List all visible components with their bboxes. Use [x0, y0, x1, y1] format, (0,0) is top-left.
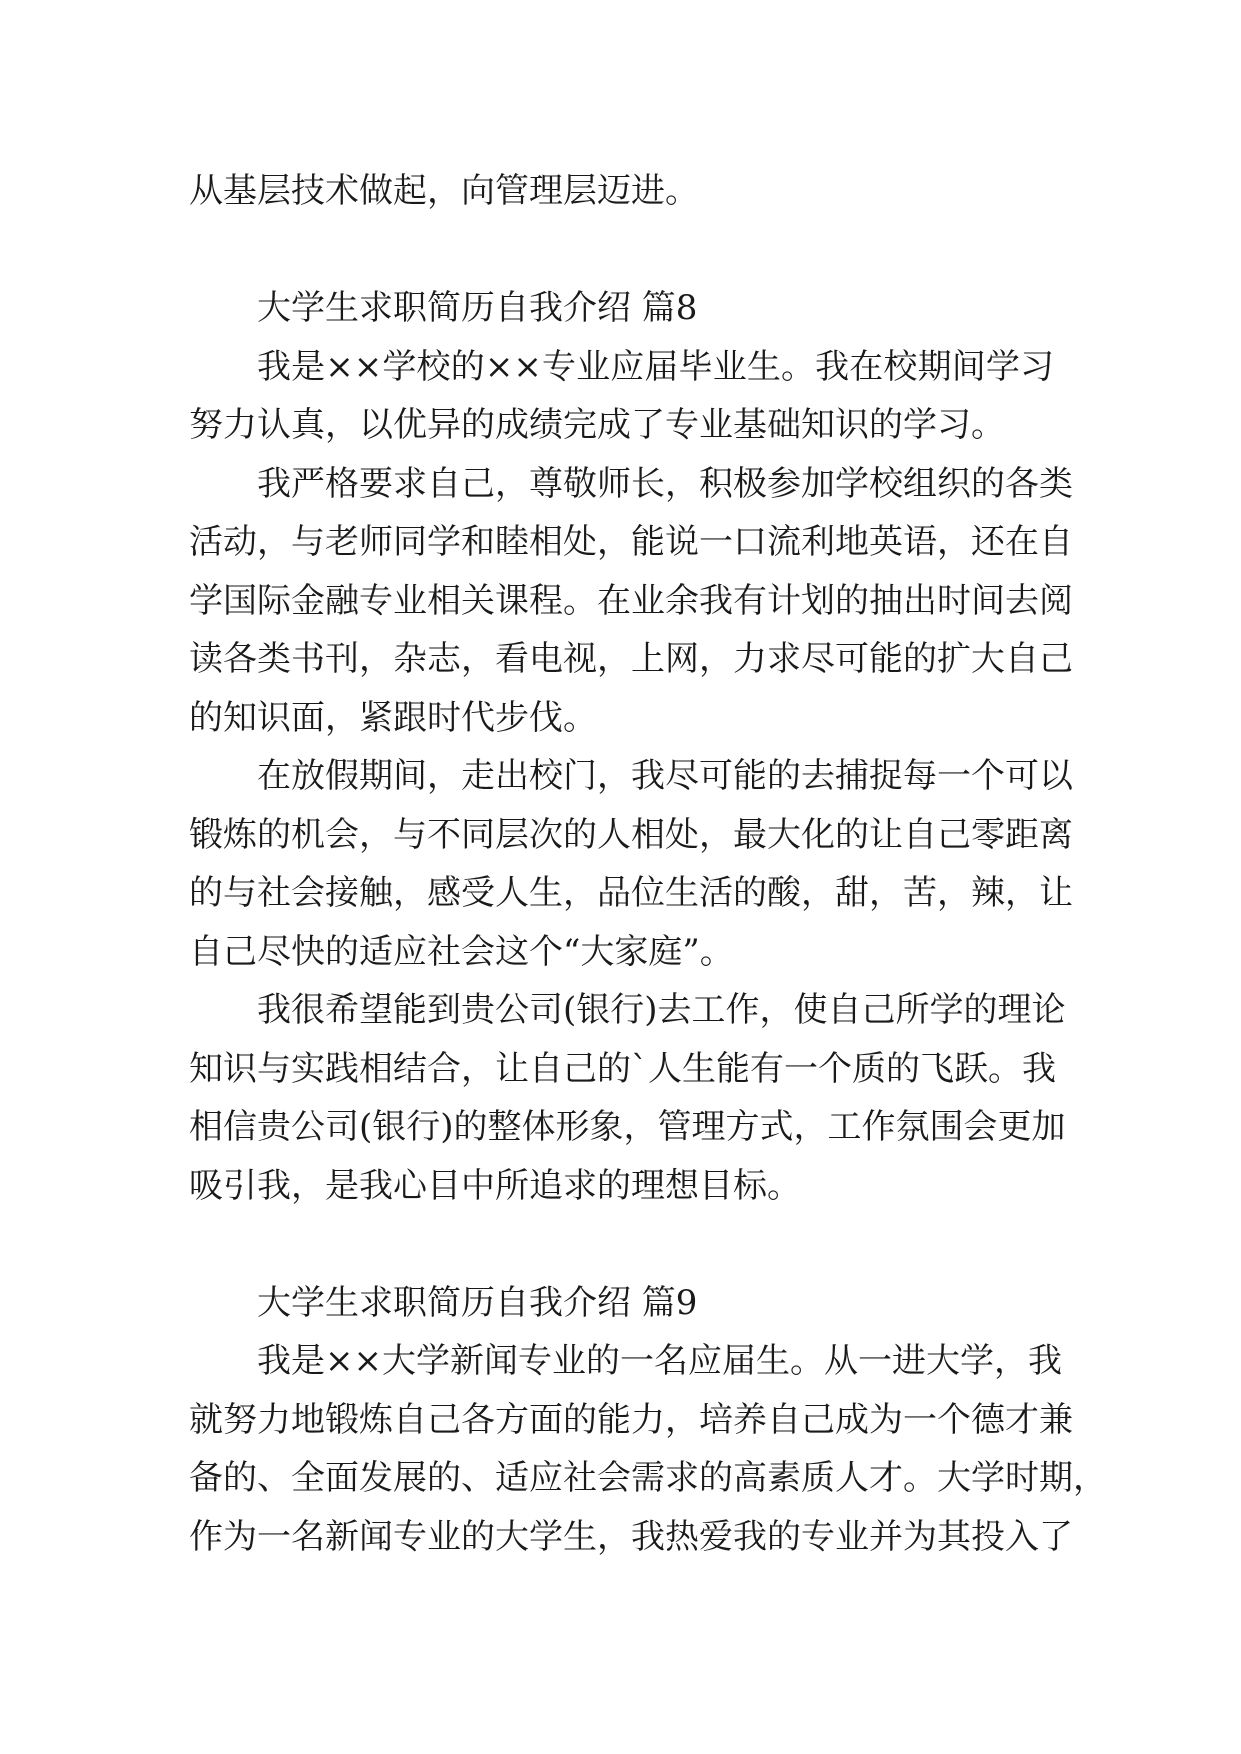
paragraph-line: 努力认真，以优异的成绩完成了专业基础知识的学习。 [189, 405, 1005, 445]
paragraph-line: 我很希望能到贵公司(银行)去工作，使自己所学的理论 [257, 990, 1066, 1030]
section-spacer [189, 1215, 1054, 1274]
section-spacer [189, 221, 1054, 280]
paragraph [189, 747, 1073, 981]
paragraph-line: 相信贵公司(银行)的整体形象，管理方式，工作氛围会更加 [189, 1107, 1066, 1147]
paragraph-line: 读各类书刊，杂志，看电视，上网，力求尽可能的扩大自己 [189, 639, 1073, 679]
section-heading-9: 大学生求职简历自我介绍 篇9 [257, 1282, 698, 1323]
paragraph-line: 自己尽快的适应社会这个“大家庭”。 [189, 931, 734, 972]
paragraph-line: 的知识面，紧跟时代步伐。 [189, 697, 597, 738]
paragraph-line: 锻炼的机会，与不同层次的人相处，最大化的让自己零距离 [189, 814, 1073, 855]
paragraph [189, 338, 1054, 455]
paragraph-line: 在放假期间，走出校门，我尽可能的去捕捉每一个可以 [257, 756, 1073, 796]
paragraph-line: 从基层技术做起，向管理层迈进。 [189, 171, 699, 211]
document-body [189, 162, 1107, 1566]
paragraph-line: 备的、全面发展的、适应社会需求的高素质人才。大学时期， [189, 1458, 1107, 1498]
paragraph-line: 我严格要求自己，尊敬师长，积极参加学校组织的各类 [257, 463, 1073, 504]
paragraph [189, 455, 1073, 748]
paragraph-line: 知识与实践相结合，让自己的`人生能有一个质的飞跃。我 [189, 1048, 1056, 1089]
paragraph-line: 作为一名新闻专业的大学生，我热爱我的专业并为其投入了 [189, 1516, 1073, 1557]
paragraph-line: 学国际金融专业相关课程。在业余我有计划的抽出时间去阅 [189, 580, 1073, 621]
section-heading-8: 大学生求职简历自我介绍 篇8 [257, 288, 698, 328]
paragraph-line: 的与社会接触，感受人生，品位生活的酸，甜，苦，辣，让 [189, 873, 1073, 913]
paragraph-line: 我是××大学新闻专业的一名应届生。从一进大学，我 [257, 1341, 1062, 1381]
paragraph-line: 吸引我，是我心目中所追求的理想目标。 [189, 1165, 801, 1206]
paragraph [189, 1332, 1107, 1566]
paragraph-line: 就努力地锻炼自己各方面的能力，培养自己成为一个德才兼 [189, 1399, 1073, 1440]
paragraph [189, 981, 1066, 1215]
paragraph-line: 我是××学校的××专业应届毕业生。我在校期间学习 [257, 346, 1054, 387]
paragraph-line: 活动，与老师同学和睦相处，能说一口流利地英语，还在自 [189, 522, 1073, 562]
